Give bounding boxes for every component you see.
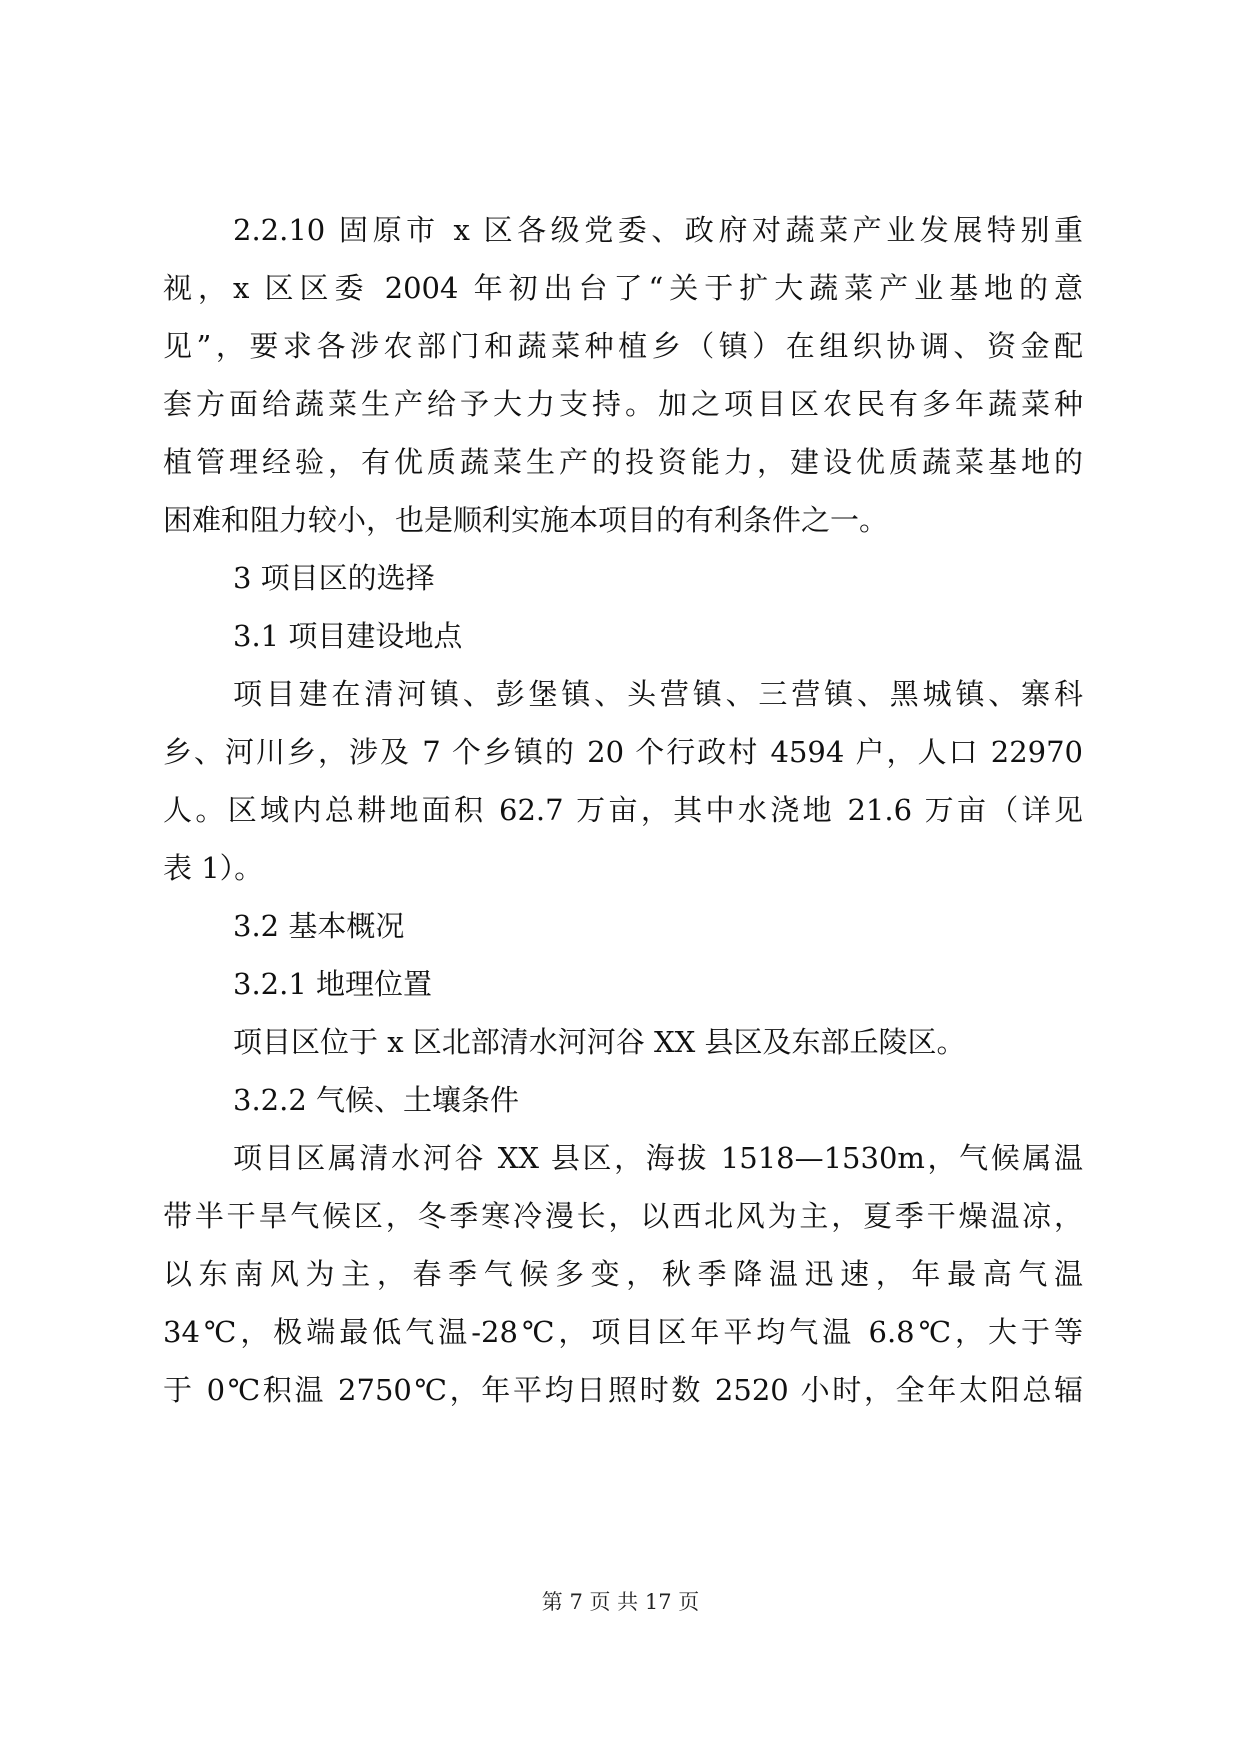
section-heading: 3.1 项目建设地点 bbox=[233, 619, 463, 653]
paragraph-line: 表 1）。 bbox=[163, 851, 264, 885]
page-number-footer: 第 7 页 共 17 页 bbox=[541, 1590, 700, 1614]
paragraph-line: 34℃，极端最低气温-28℃，项目区年平均气温 6.8℃，大于等 bbox=[163, 1315, 1083, 1349]
paragraph-line: 套方面给蔬菜生产给予大力支持。加之项目区农民有多年蔬菜种 bbox=[163, 387, 1083, 421]
section-heading: 3.2.1 地理位置 bbox=[233, 967, 433, 1001]
paragraph-line: 植管理经验，有优质蔬菜生产的投资能力，建设优质蔬菜基地的 bbox=[163, 445, 1083, 479]
paragraph-line: 于 0℃积温 2750℃，年平均日照时数 2520 小时，全年太阳总辐 bbox=[163, 1373, 1083, 1407]
paragraph-line: 见”，要求各涉农部门和蔬菜种植乡（镇）在组织协调、资金配 bbox=[163, 329, 1083, 363]
paragraph-line: 以东南风为主，春季气候多变，秋季降温迅速，年最高气温 bbox=[163, 1257, 1083, 1291]
section-heading: 3.2 基本概况 bbox=[233, 909, 405, 943]
paragraph-line: 乡、河川乡，涉及 7 个乡镇的 20 个行政村 4594 户，人口 22970 bbox=[163, 735, 1083, 769]
paragraph-line: 项目区位于 x 区北部清水河河谷 XX 县区及东部丘陵区。 bbox=[233, 1025, 966, 1059]
paragraph-line: 人。区域内总耕地面积 62.7 万亩，其中水浇地 21.6 万亩（详见 bbox=[163, 793, 1083, 827]
section-heading: 3.2.2 气候、土壤条件 bbox=[233, 1083, 520, 1117]
paragraph-line: 2.2.10 固原市 x 区各级党委、政府对蔬菜产业发展特别重 bbox=[233, 213, 1083, 247]
section-heading: 3 项目区的选择 bbox=[233, 561, 435, 595]
paragraph-line: 项目建在清河镇、彭堡镇、头营镇、三营镇、黑城镇、寨科 bbox=[233, 677, 1083, 711]
paragraph-line: 视，x 区区委 2004 年初出台了“关于扩大蔬菜产业基地的意 bbox=[163, 271, 1083, 305]
paragraph-line: 困难和阻力较小，也是顺利实施本项目的有利条件之一。 bbox=[163, 503, 889, 537]
paragraph-line: 项目区属清水河谷 XX 县区，海拔 1518—1530m，气候属温 bbox=[233, 1141, 1083, 1175]
paragraph-line: 带半干旱气候区，冬季寒冷漫长，以西北风为主，夏季干燥温凉， bbox=[163, 1199, 1083, 1233]
